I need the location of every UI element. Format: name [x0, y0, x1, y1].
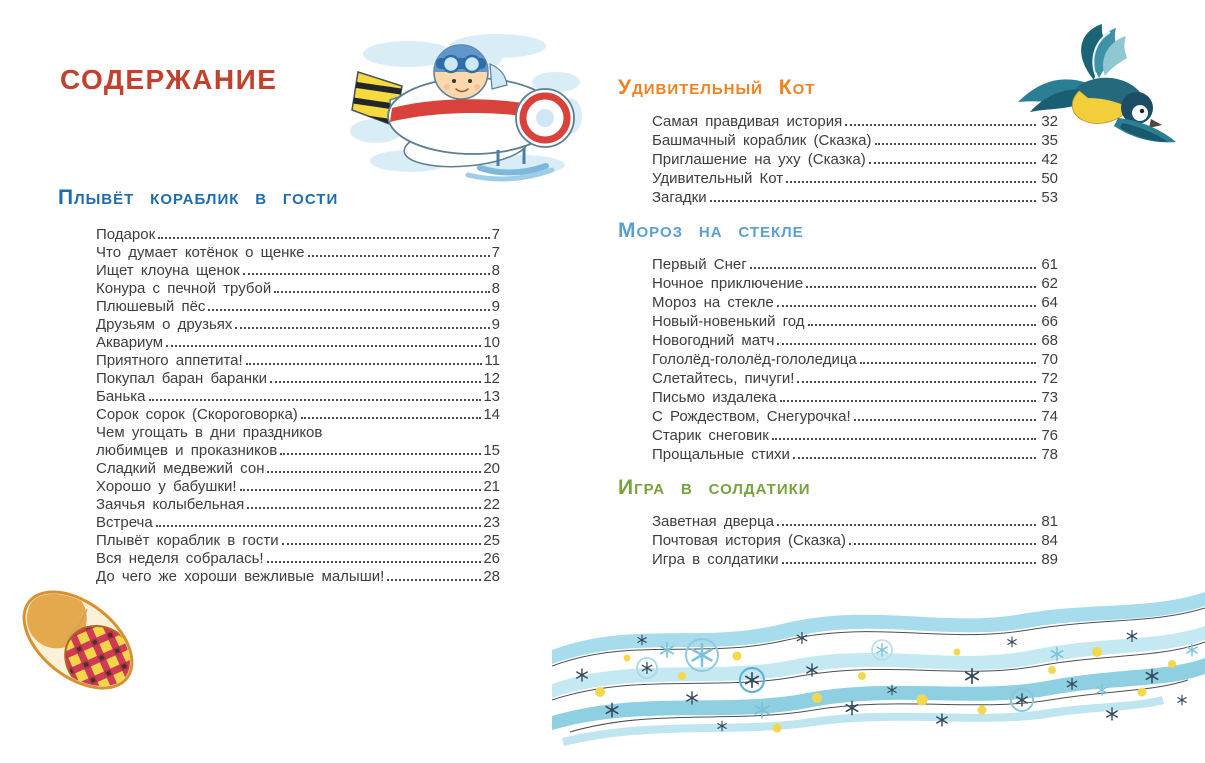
toc-entry-title: Письмо издалека: [652, 389, 777, 406]
toc-entry-page: 12: [483, 370, 500, 387]
toc-leader-dots: [797, 381, 1036, 383]
toc-entry-title: Что думает котёнок о щенке: [96, 244, 305, 261]
toc-entry-page: 70: [1041, 351, 1058, 368]
toc-entry-page: 66: [1041, 313, 1058, 330]
toc-entry: [652, 445, 1058, 464]
toc-entry: [96, 280, 500, 298]
toc-leader-dots: [149, 399, 482, 401]
toc-leader-dots: [235, 327, 489, 329]
toc-entry-page: 74: [1041, 408, 1058, 425]
toc-entry-title: Плывёт кораблик в гости: [96, 532, 279, 549]
toc-entry: [652, 388, 1058, 407]
toc-leader-dots: [777, 305, 1037, 307]
toc-list: [96, 226, 500, 586]
toc-leader-dots: [782, 562, 1037, 564]
toc-entry-page: 35: [1041, 132, 1058, 149]
toc-section-header: Плывёт кораблик в гости: [58, 186, 339, 209]
toc-entry-title: Подарок: [96, 226, 156, 243]
toc-leader-dots: [158, 237, 490, 239]
toc-list: [652, 255, 1058, 464]
toc-entry-page: 9: [491, 298, 500, 315]
slipper-illustration: [14, 580, 146, 702]
toc-entry-title: Сладкий медвежий сон: [96, 460, 265, 477]
toc-entry-title: Самая правдивая история: [652, 113, 843, 130]
toc-leader-dots: [793, 457, 1036, 459]
toc-entry-title: Башмачный кораблик (Сказка): [652, 132, 872, 149]
toc-entry-title: Старик снеговик: [652, 427, 769, 444]
toc-entry-page: 28: [483, 568, 500, 585]
toc-entry-page: 62: [1041, 275, 1058, 292]
toc-section: [618, 219, 1058, 464]
toc-right-column: [618, 76, 1058, 569]
toc-entry-title: Приглашение на уху (Сказка): [652, 151, 866, 168]
toc-entry-title: Слетайтесь, пичуги!: [652, 370, 795, 387]
toc-entry-page: 26: [483, 550, 500, 567]
toc-entry-page: 10: [483, 334, 500, 351]
toc-list: [652, 112, 1058, 207]
toc-entry-title: Вся неделя собралась!: [96, 550, 264, 567]
toc-entry: [96, 442, 500, 460]
toc-leader-dots: [156, 525, 482, 527]
toc-leader-dots: [808, 324, 1037, 326]
toc-entry: [652, 274, 1058, 293]
toc-entry-title: Аквариум: [96, 334, 164, 351]
toc-leader-dots: [240, 489, 482, 491]
toc-entry-page: 50: [1041, 170, 1058, 187]
toc-leader-dots: [166, 345, 481, 347]
toc-entry-page: 89: [1041, 551, 1058, 568]
toc-entry-page: 32: [1041, 113, 1058, 130]
toc-entry: [652, 550, 1058, 569]
toc-left-column: [58, 186, 500, 586]
toc-entry-title: Ищет клоуна щенок: [96, 262, 240, 279]
toc-leader-dots: [280, 453, 481, 455]
toc-entry-title: Новогодний матч: [652, 332, 775, 349]
toc-leader-dots: [710, 200, 1037, 202]
toc-entry: [652, 112, 1058, 131]
toc-section: [58, 186, 500, 586]
toc-entry: [96, 334, 500, 352]
toc-entry: [96, 532, 500, 550]
toc-leader-dots: [845, 124, 1036, 126]
toc-entry-page: 9: [491, 316, 500, 333]
toc-entry-page: 72: [1041, 370, 1058, 387]
toc-entry-page: 14: [483, 406, 500, 423]
toc-entry-title: Почтовая история (Сказка): [652, 532, 847, 549]
toc-entry-title: Сорок сорок (Скороговорка): [96, 406, 298, 423]
toc-entry: [96, 388, 500, 406]
toc-entry: [652, 169, 1058, 188]
toc-entry-page: 23: [483, 514, 500, 531]
toc-entry: [652, 312, 1058, 331]
toc-leader-dots: [308, 255, 490, 257]
toc-entry: [96, 262, 500, 280]
toc-entry-page: 13: [483, 388, 500, 405]
toc-entry-page: 84: [1041, 532, 1058, 549]
toc-entry: [96, 298, 500, 316]
toc-entry-title: До чего же хороши вежливые малыши!: [96, 568, 385, 585]
toc-entry-title: Заячья колыбельная: [96, 496, 245, 513]
toc-leader-dots: [854, 419, 1037, 421]
toc-leader-dots: [246, 363, 483, 365]
toc-entry-page: 21: [483, 478, 500, 495]
toc-entry: [652, 512, 1058, 531]
toc-section-header: Игра в солдатики: [618, 476, 811, 499]
toc-entry: [96, 568, 500, 586]
toc-leader-dots: [282, 543, 482, 545]
toc-entry-page: 64: [1041, 294, 1058, 311]
toc-entry-page: 53: [1041, 189, 1058, 206]
toc-leader-dots: [869, 162, 1037, 164]
toc-entry: [652, 426, 1058, 445]
toc-entry: [96, 424, 500, 442]
page-title: СОДЕРЖАНИЕ: [60, 64, 278, 95]
toc-entry-page: 68: [1041, 332, 1058, 349]
toc-leader-dots: [806, 286, 1036, 288]
toc-entry-title: Заветная дверца: [652, 513, 775, 530]
toc-entry-page: 20: [483, 460, 500, 477]
toc-entry: [652, 369, 1058, 388]
toc-entry-page: 42: [1041, 151, 1058, 168]
toc-section: [618, 476, 1058, 569]
toc-leader-dots: [772, 438, 1036, 440]
toc-entry: [96, 244, 500, 262]
toc-entry: [96, 406, 500, 424]
waves-illustration: [552, 580, 1205, 748]
toc-leader-dots: [270, 381, 481, 383]
toc-leader-dots: [849, 543, 1036, 545]
toc-entry-page: 11: [484, 352, 500, 369]
toc-leader-dots: [208, 309, 489, 311]
toc-entry-title: Чем угощать в дни праздников: [96, 424, 323, 441]
toc-leader-dots: [247, 507, 481, 509]
toc-leader-dots: [780, 400, 1037, 402]
toc-leader-dots: [750, 267, 1037, 269]
toc-entry-title: Прощальные стихи: [652, 446, 790, 463]
toc-entry: [96, 478, 500, 496]
toc-entry-title: Игра в солдатики: [652, 551, 779, 568]
toc-entry: [652, 350, 1058, 369]
toc-entry-title: Покупал баран баранки: [96, 370, 267, 387]
toc-entry: [96, 370, 500, 388]
toc-entry-title: Загадки: [652, 189, 707, 206]
toc-entry-page: 15: [483, 442, 500, 459]
toc-entry-page: 76: [1041, 427, 1058, 444]
toc-entry: [652, 331, 1058, 350]
toc-leader-dots: [777, 524, 1036, 526]
toc-entry-title: Мороз на стекле: [652, 294, 774, 311]
toc-entry-title: Друзьям о друзьях: [96, 316, 233, 333]
toc-entry-page: 8: [491, 280, 500, 297]
toc-leader-dots: [387, 579, 481, 581]
toc-entry: [96, 550, 500, 568]
toc-entry-title: Встреча: [96, 514, 153, 531]
toc-entry-page: 8: [491, 262, 500, 279]
toc-entry-title: С Рождеством, Снегурочка!: [652, 408, 851, 425]
toc-entry: [96, 316, 500, 334]
toc-entry-page: 73: [1041, 389, 1058, 406]
toc-entry: [652, 531, 1058, 550]
toc-entry: [652, 188, 1058, 207]
toc-leader-dots: [860, 362, 1037, 364]
toc-entry: [652, 407, 1058, 426]
toc-entry-page: 81: [1041, 513, 1058, 530]
toc-entry: [652, 255, 1058, 274]
toc-entry-title: любимцев и проказников: [96, 442, 278, 459]
toc-entry: [96, 460, 500, 478]
toc-leader-dots: [777, 343, 1036, 345]
toc-entry: [96, 226, 500, 244]
toc-entry-title: Новый-новенький год: [652, 313, 805, 330]
toc-entry-page: 7: [491, 226, 500, 243]
toc-section-header: Удивительный Кот: [618, 76, 816, 99]
toc-section: [618, 76, 1058, 207]
toc-section-header: Мороз на стекле: [618, 219, 804, 242]
toc-entry-page: 61: [1041, 256, 1058, 273]
toc-leader-dots: [301, 417, 482, 419]
toc-entry-page: 78: [1041, 446, 1058, 463]
toc-entry: [652, 150, 1058, 169]
toc-entry: [652, 131, 1058, 150]
toc-entry-page: 7: [491, 244, 500, 261]
toc-entry-title: Первый Снег: [652, 256, 747, 273]
toc-entry: [652, 293, 1058, 312]
toc-entry-title: Гололёд-гололёд-гололедица: [652, 351, 857, 368]
toc-entry-title: Удивительный Кот: [652, 170, 784, 187]
toc-leader-dots: [274, 291, 489, 293]
toc-leader-dots: [243, 273, 490, 275]
toc-entry-title: Ночное приключение: [652, 275, 804, 292]
toc-entry: [96, 352, 500, 370]
airplane-illustration: [348, 24, 583, 182]
toc-leader-dots: [786, 181, 1036, 183]
toc-leader-dots: [875, 143, 1037, 145]
toc-leader-dots: [267, 561, 482, 563]
toc-entry-page: 22: [483, 496, 500, 513]
toc-leader-dots: [267, 471, 481, 473]
toc-entry-title: Банька: [96, 388, 146, 405]
toc-entry-title: Приятного аппетита!: [96, 352, 243, 369]
toc-entry: [96, 496, 500, 514]
toc-list: [652, 512, 1058, 569]
toc-entry-title: Хорошо у бабушки!: [96, 478, 237, 495]
toc-entry-title: Плюшевый пёс: [96, 298, 206, 315]
toc-entry-page: 25: [483, 532, 500, 549]
toc-entry: [96, 514, 500, 532]
toc-entry-title: Конура с печной трубой: [96, 280, 272, 297]
